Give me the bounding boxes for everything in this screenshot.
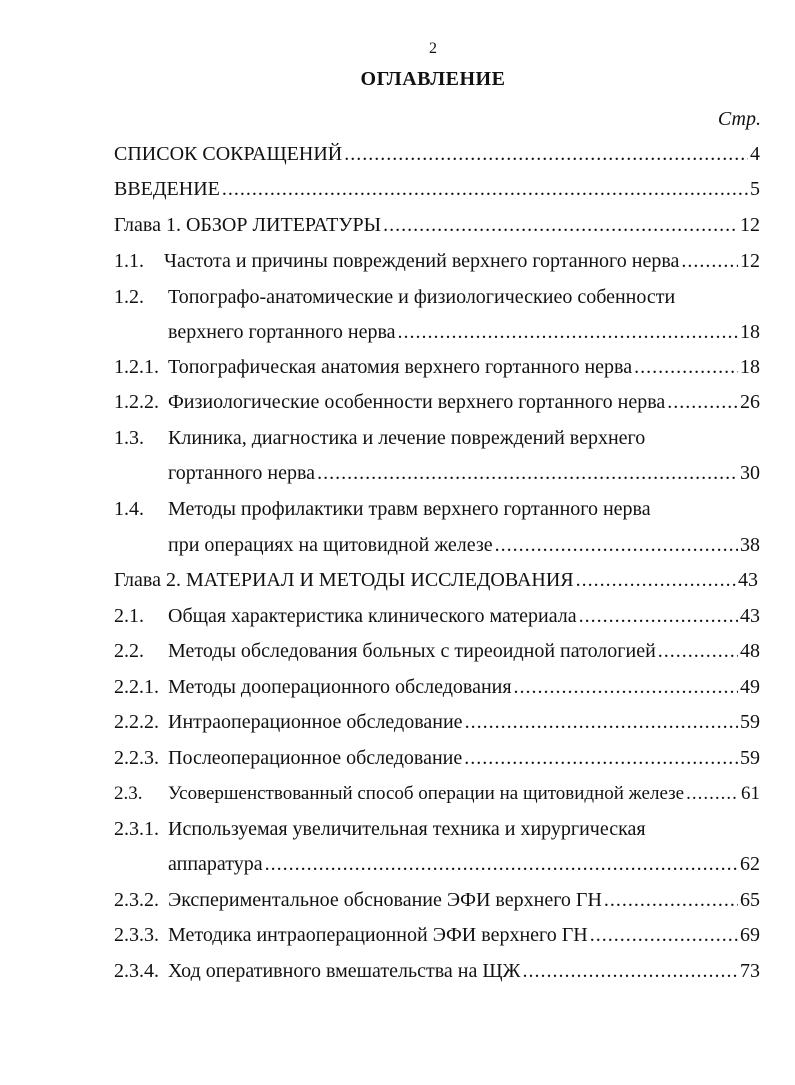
toc-entry-page: 30 (740, 462, 760, 484)
toc-entry-page: 12 (740, 214, 760, 236)
dot-leader (383, 214, 738, 237)
toc-entry-title: Усовершенствованный способ операции на щитовидной железе (168, 783, 685, 804)
toc-entry-number: 2.3.2. (114, 889, 159, 911)
toc-entry-page: 43 (738, 569, 758, 591)
dot-leader (344, 143, 748, 166)
toc-entry-title: Топографо-анатомические и физиологическиео собенности (168, 286, 676, 308)
toc-entry (114, 356, 760, 384)
dot-leader (634, 356, 738, 379)
toc-entry-number: 1.4. (114, 498, 144, 520)
dot-leader (464, 747, 738, 770)
dot-leader (265, 853, 738, 876)
toc-entry-page: 59 (740, 747, 760, 769)
toc-entry-title: Физиологические особенности верхнего гортанного нерва (168, 391, 666, 413)
toc-entry-page: 73 (740, 960, 760, 982)
dot-leader (681, 250, 738, 273)
dot-leader (667, 391, 738, 414)
toc-entry-title: Послеоперационное обследование (168, 747, 463, 769)
toc-entry-title: ВВЕДЕНИЕ (114, 178, 220, 200)
toc-entry (114, 391, 760, 419)
toc-entry-title: Методы профилактики травм верхнего гортанного нерва (168, 498, 651, 520)
toc-entry (114, 178, 760, 206)
toc-entry-title: Используемая увеличительная техника и хирургическая (168, 818, 646, 840)
toc-entry-title: Методы дооперационного обследования (168, 676, 512, 698)
toc-entry-first-line (114, 427, 760, 455)
toc-entry-title-cont: гортанного нерва (168, 462, 316, 484)
toc-entry-number: 2.3.4. (114, 960, 159, 982)
toc-entry-first-line (114, 286, 760, 314)
toc-entry (114, 747, 760, 775)
toc-entry-title: Методы обследования больных с тиреоидной патологией (168, 640, 656, 662)
toc-entry-page: 62 (740, 853, 760, 875)
toc-entry-page: 12 (740, 250, 760, 272)
dot-leader (398, 321, 738, 344)
toc-entry-page: 49 (740, 676, 760, 698)
toc-entry-number: 2.2.2. (114, 711, 159, 733)
dot-leader (686, 783, 739, 805)
toc-entry-title: Глава 2. МАТЕРИАЛ И МЕТОДЫ ИССЛЕДОВАНИЯ (114, 569, 574, 591)
toc-entry (114, 783, 760, 811)
toc-entry-number: 2.2.3. (114, 747, 159, 769)
toc-entry-title: Клиника, диагностика и лечение повреждений верхнего (168, 427, 646, 449)
dot-leader (317, 462, 738, 485)
toc-entry-number: 2.2. (114, 640, 144, 662)
toc-entry (168, 534, 760, 562)
toc-entry-title: Общая характеристика клинического материала (168, 605, 577, 627)
toc-entry (114, 711, 760, 739)
toc-entry (168, 853, 760, 881)
toc-entry (114, 143, 760, 171)
toc-entry (114, 605, 760, 633)
dot-leader (522, 960, 738, 983)
toc-entry (114, 889, 760, 917)
dot-leader (579, 605, 738, 628)
dot-leader (465, 711, 738, 734)
toc-entry-title: Методика интраоперационной ЭФИ верхнего ГН (168, 924, 588, 946)
dot-leader (658, 640, 738, 663)
toc-entry-number: 2.3.3. (114, 924, 159, 946)
toc-entry-page: 65 (740, 889, 760, 911)
toc-entry-page: 18 (740, 321, 760, 343)
toc-entry-number: 1.1. (114, 250, 144, 272)
toc-entry (168, 462, 760, 490)
toc-entry (114, 924, 760, 952)
dot-leader (222, 178, 748, 201)
toc-entry-page: 18 (740, 356, 760, 378)
toc-entry-title: Глава 1. ОБЗОР ЛИТЕРАТУРЫ (114, 214, 382, 236)
toc-entry-page: 38 (740, 534, 760, 556)
toc-entry-page: 5 (750, 178, 760, 200)
toc-entry (114, 960, 760, 988)
toc-entry (114, 676, 760, 704)
toc-entry (114, 640, 760, 668)
dot-leader (590, 924, 738, 947)
dot-leader (604, 889, 738, 912)
dot-leader (576, 569, 736, 592)
toc-entry-number: 2.3.1. (114, 818, 159, 840)
toc-entry-page: 59 (740, 711, 760, 733)
toc-entry-number: 2.2.1. (114, 676, 159, 698)
toc-entry-page: 61 (741, 783, 760, 804)
toc-title: ОГЛАВЛЕНИЕ (360, 68, 506, 90)
toc-entry-first-line (114, 498, 760, 526)
toc-entry-page: 43 (740, 605, 760, 627)
toc-entry-title: Топографическая анатомия верхнего гортанного нерва (168, 356, 633, 378)
toc-entry-page: 69 (740, 924, 760, 946)
toc-entry-page: 4 (750, 143, 760, 165)
page-number: 2 (429, 40, 437, 57)
toc-entry-title: Частота и причины повреждений верхнего гортанного нерва (164, 250, 680, 272)
toc-entry-title-cont: верхнего гортанного нерва (168, 321, 396, 343)
toc-entry (168, 321, 760, 349)
toc-entry-number: 1.2. (114, 286, 144, 308)
toc-entry (114, 250, 760, 278)
toc-entry-page: 48 (740, 640, 760, 662)
toc-entry-number: 1.2.2. (114, 391, 159, 413)
page-column-label: Стр. (717, 108, 761, 130)
toc-entry-number: 2.3. (114, 783, 143, 804)
toc-entry-first-line (114, 818, 760, 846)
toc-entry-number: 1.3. (114, 427, 144, 449)
toc-entry-title: Интраоперационное обследование (168, 711, 463, 733)
toc-entry-number: 2.1. (114, 605, 144, 627)
toc-entry-title: СПИСОК СОКРАЩЕНИЙ (114, 143, 343, 165)
toc-entry-title: Экспериментальное обснование ЭФИ верхнего ГН (168, 889, 602, 911)
toc-entry (114, 214, 760, 242)
toc-entry-number: 1.2.1. (114, 356, 159, 378)
toc-entry-title: Ход оперативного вмешательства на ЩЖ (168, 960, 521, 982)
dot-leader (495, 534, 738, 557)
toc-entry-title-cont: аппаратура (168, 853, 263, 875)
toc-entry-page: 26 (740, 391, 760, 413)
dot-leader (514, 676, 738, 699)
toc-entry (114, 569, 758, 597)
toc-entry-title-cont: при операциях на щитовидной железе (168, 534, 493, 556)
